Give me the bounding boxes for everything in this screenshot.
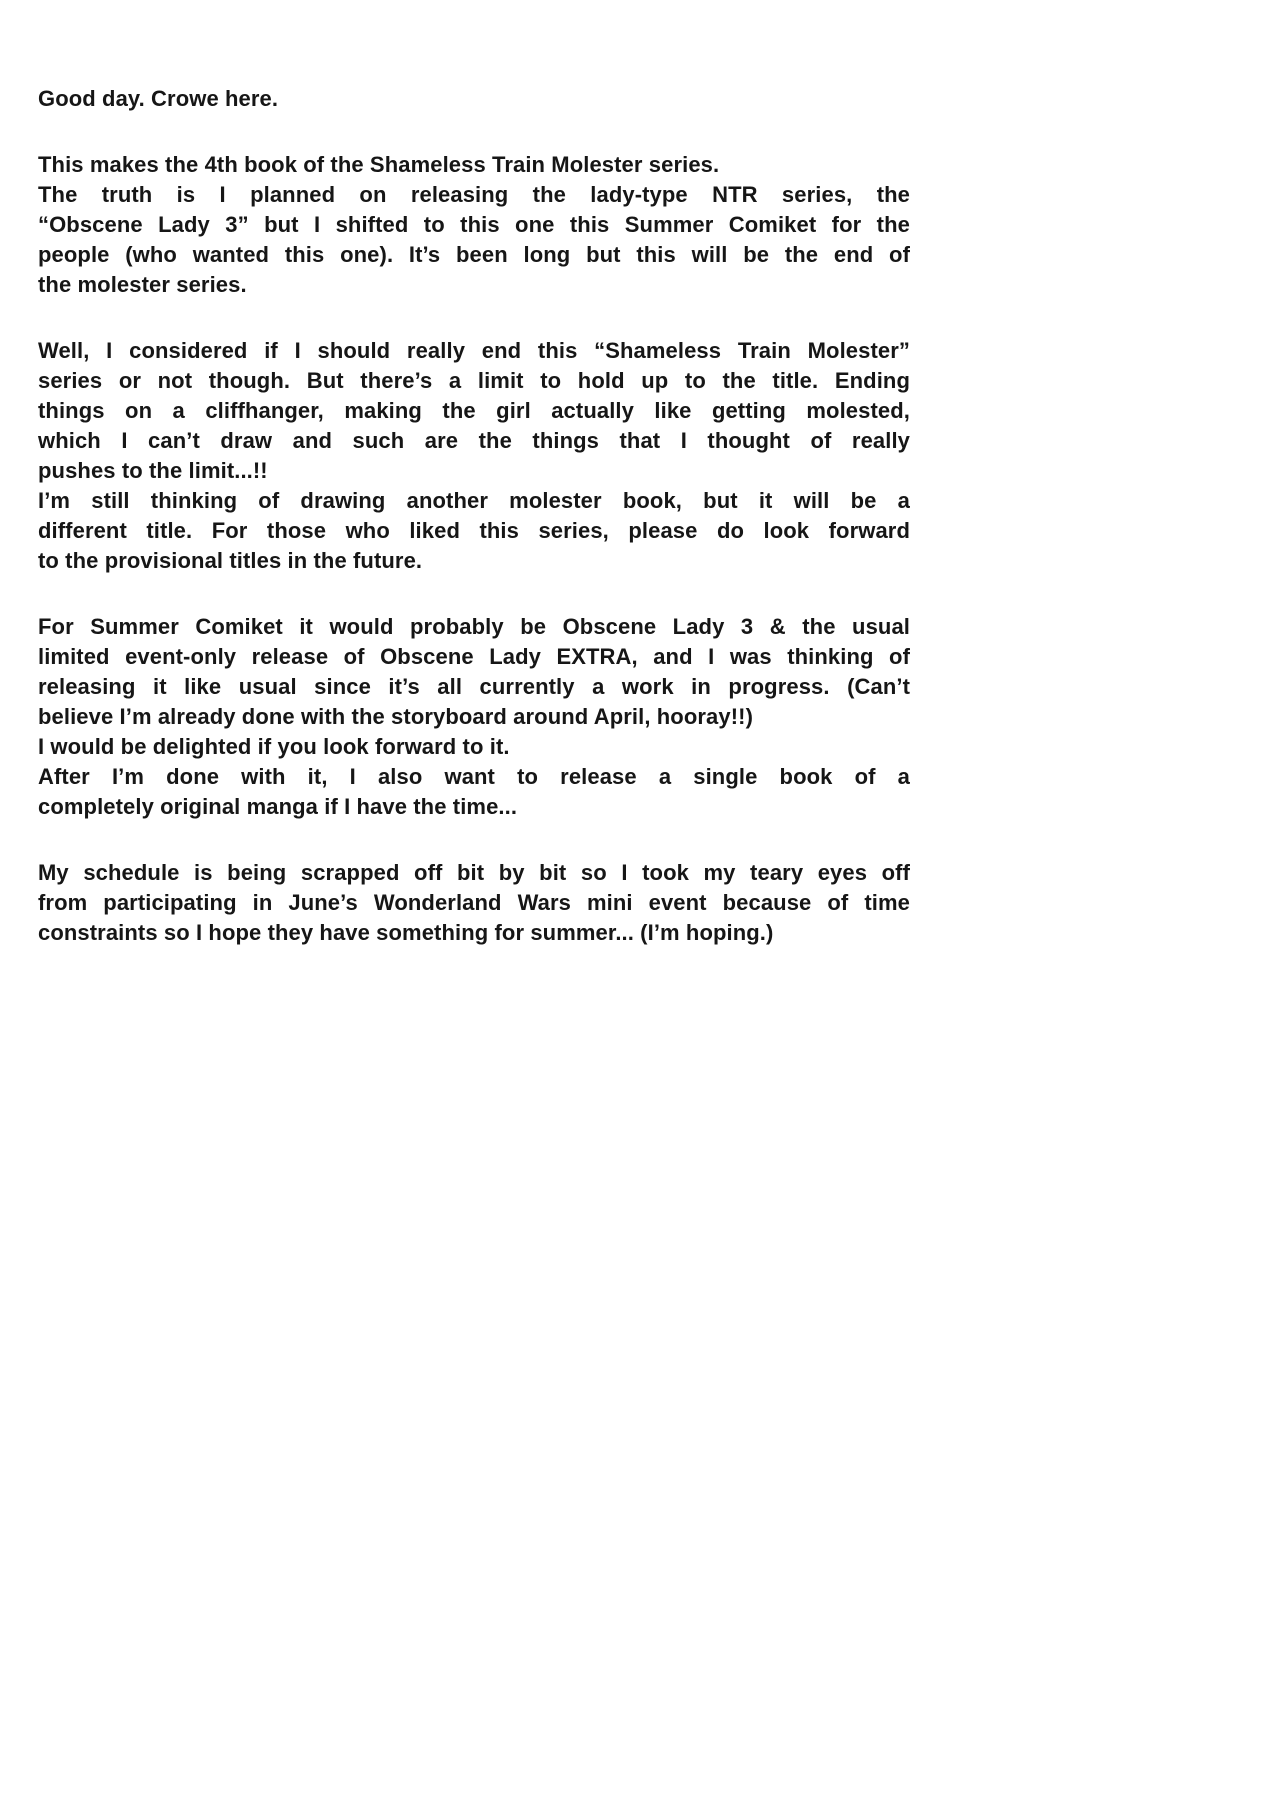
text-line: The truth is I planned on releasing the lady-type NTR series, the (38, 182, 910, 207)
text-line: believe I’m already done with the storyboard around April, hooray!!) (38, 704, 753, 729)
text-line: I would be delighted if you look forward to it. (38, 734, 510, 759)
paragraph (38, 858, 910, 948)
text-line: constraints so I hope they have something for summer... (I’m hoping.) (38, 920, 774, 945)
text-line: My schedule is being scrapped off bit by bit so I took my teary eyes off (38, 860, 910, 885)
paragraph (38, 84, 910, 114)
text-line: releasing it like usual since it’s all currently a work in progress. (Can’t (38, 674, 910, 699)
text-line: people (who wanted this one). It’s been long but this will be the end of (38, 242, 910, 267)
text-line: This makes the 4th book of the Shameless Train Molester series. (38, 152, 720, 177)
text-line: Good day. Crowe here. (38, 86, 279, 111)
text-line: pushes to the limit...!! (38, 458, 268, 483)
text-line: to the provisional titles in the future. (38, 548, 423, 573)
paragraph (38, 336, 910, 576)
text-line: I’m still thinking of drawing another molester book, but it will be a (38, 488, 910, 513)
text-line: series or not though. But there’s a limit to hold up to the title. Ending (38, 368, 910, 393)
paragraph (38, 150, 910, 300)
text-line: “Obscene Lady 3” but I shifted to this one this Summer Comiket for the (38, 212, 910, 237)
text-line: from participating in June’s Wonderland Wars mini event because of time (38, 890, 910, 915)
text-line: things on a cliffhanger, making the girl actually like getting molested, (38, 398, 910, 423)
text-line: different title. For those who liked this series, please do look forward (38, 518, 910, 543)
text-line: Well, I considered if I should really end this “Shameless Train Molester” (38, 338, 910, 363)
text-line: completely original manga if I have the time... (38, 794, 518, 819)
text-line: the molester series. (38, 272, 247, 297)
text-line: After I’m done with it, I also want to release a single book of a (38, 764, 910, 789)
paragraph (38, 612, 910, 822)
text-line: which I can’t draw and such are the things that I thought of really (38, 428, 910, 453)
text-line: limited event-only release of Obscene Lady EXTRA, and I was thinking of (38, 644, 910, 669)
text-line: For Summer Comiket it would probably be Obscene Lady 3 & the usual (38, 614, 910, 639)
afterword-text (38, 84, 910, 948)
